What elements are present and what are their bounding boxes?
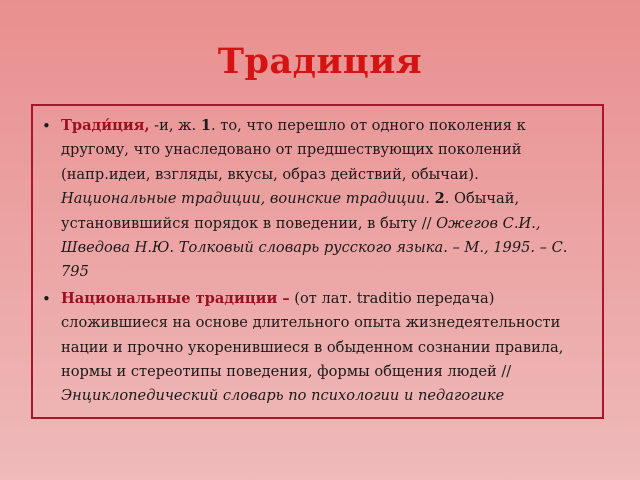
source-citation: Ожегов С.И., Шведова Н.Ю. Толковый словарь русского языка. – М., 1995. – С. 795 — [61, 214, 568, 281]
term-tradition: Тради́ция, — [61, 117, 150, 134]
definition-text: -и, ж. — [149, 117, 201, 134]
definition-text: . то, что перешло от одного поколения к другому, что унаследовано от предшествующих поколений (напр.идеи, взгляды, вкусы, образ действий, обычаи). — [61, 117, 526, 183]
content-box — [31, 104, 604, 419]
definition-item-tradition — [41, 114, 596, 285]
bullet-icon: • — [42, 289, 51, 308]
sense-number: 2 — [434, 190, 445, 208]
definition-list — [41, 114, 596, 409]
term-national-traditions: Национальные традиции – — [61, 289, 290, 307]
usage-example: Национальные традиции, воинские традиции. — [61, 190, 430, 208]
definition-text: . Обычай, установившийся порядок в поведении, в быту // — [61, 190, 520, 232]
source-citation: Энциклопедический словарь по психологии и педагогике — [61, 387, 505, 405]
sense-number: 1 — [200, 117, 211, 134]
definition-item-national-traditions — [41, 287, 596, 409]
slide-title: Традиция — [217, 41, 423, 82]
definition-text: (от лат. traditio передача) сложившиеся на основе длительного опыта жизнедеятельности нации и прочно укоренившиеся в обыденном сознании правила, нормы и стереотипы поведения, формы общения людей // — [61, 289, 564, 381]
bullet-icon: • — [42, 117, 51, 135]
